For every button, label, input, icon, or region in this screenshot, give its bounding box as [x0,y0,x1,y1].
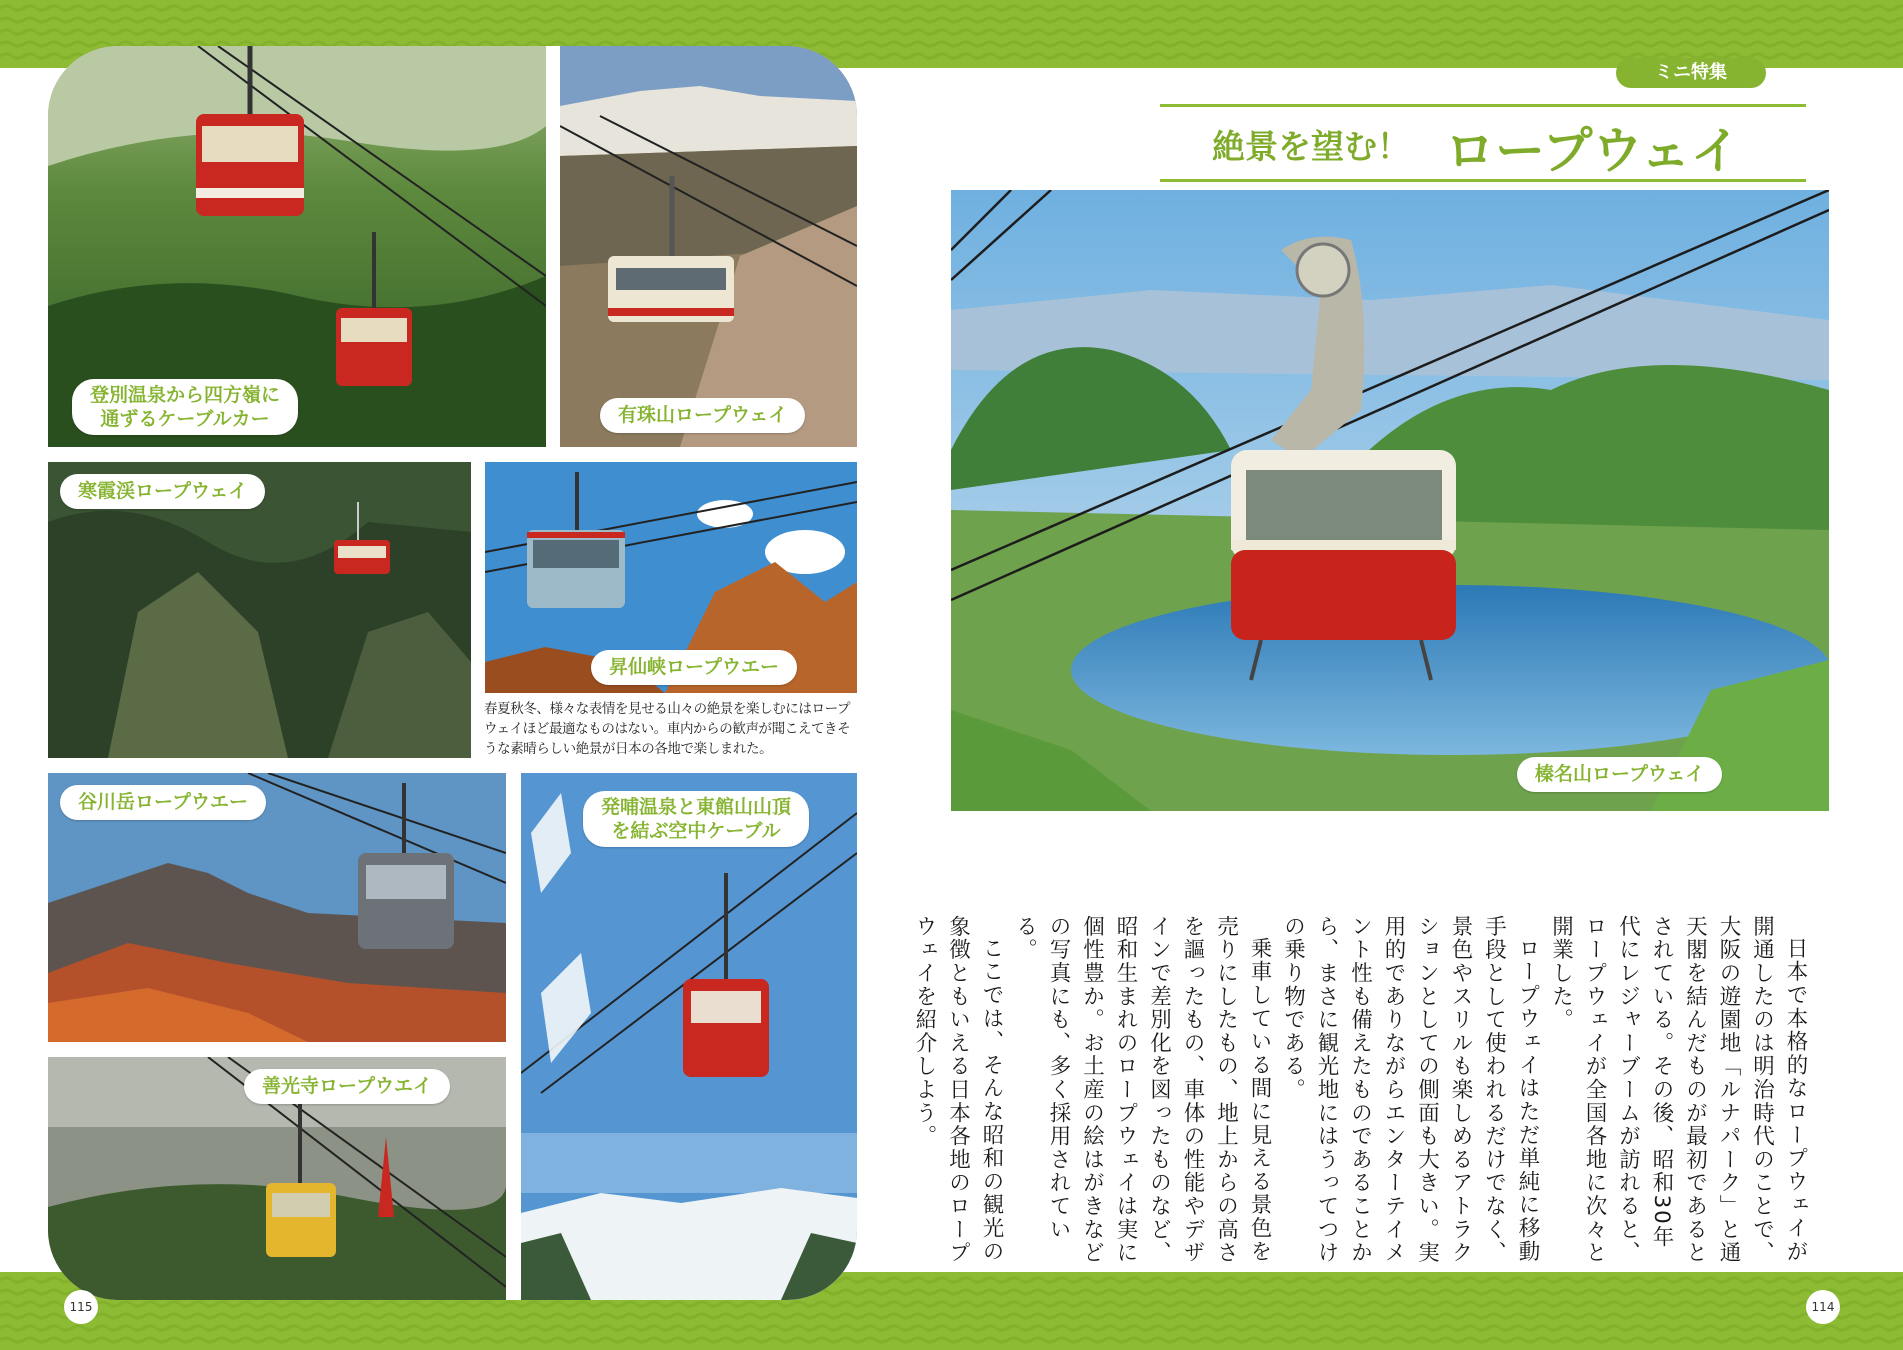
title-main: ロープウェイ [1445,122,1741,180]
photo-shosenkyo [485,462,857,693]
photo-label: 登別温泉から四方嶺に 通ずるケーブルカー [72,379,298,435]
wave-line [0,30,1903,34]
photo-label: 榛名山ロープウェイ [1517,757,1722,792]
feature-title [1160,104,1806,182]
photo-zenkoji [48,1057,506,1300]
photo-collage-caption: 春夏秋冬、様々な表情を見せる山々の絶景を楽しむにはロープウェイほど最適なものはない。車内からの歓声が聞こえてきそうな素晴らしい絶景が日本の各地で楽しまれた。 [484,701,851,757]
body-paragraph-2: ロープウェイはただ単純に移動手段として使われるだけでなく、景色やスリルも楽しめるアトラクションとしての側面も大きい。実用的でありながらエンターテイメント性も備えたものであることから、まさに観光地にはうってつけの乗り物である。 [1280,915,1540,1265]
body-paragraph-3: 乗車している間に見える景色を売りにしたもの、地上からの高さを謳ったもの、車体の性能やデザインで差別化を図ったものなど、昭和生まれのロープウェイは実に個性豊か。お土産の絵はがきなどの写真にも、多く採用されている。 [1012,915,1272,1265]
photo-label: 昇仙峡ロープウエー [591,650,797,685]
photo-noboribetsu [48,46,546,447]
photo-haruna [951,190,1829,811]
wave-line [0,1326,1903,1330]
photo-kankakei [48,462,471,758]
wave-line [0,18,1903,22]
photo-label: 有珠山ロープウェイ [600,398,805,433]
photo-hatsukari [521,773,857,1300]
photo-label: 善光寺ロープウエイ [244,1069,450,1104]
body-paragraph-1: 日本で本格的なロープウェイが開通したのは明治時代のことで、大阪の遊園地「ルナパーク」と通天閣を結んだものが最初であるとされている。その後、昭和30年代にレジャーブームが訪れると、ロープウェイが全国各地に次々と開業した。 [1548,915,1808,1265]
wave-line [0,1302,1903,1306]
page-number-left: 115 [64,1290,98,1324]
article-body [912,915,1812,1270]
left-page-photo-collage [48,46,857,1300]
photo-label: 寒霞渓ロープウェイ [60,474,265,509]
body-paragraph-4: ここでは、そんな昭和の観光の象徴ともいえる日本各地のロープウェイを紹介しよう。 [912,915,1004,1265]
wave-line [0,6,1903,10]
title-prefix: 絶景を望む！ [1212,127,1410,166]
feature-badge: ミニ特集 [1616,58,1766,88]
wave-line [0,1314,1903,1318]
wave-line [0,1338,1903,1342]
photo-label: 谷川岳ロープウエー [60,785,266,820]
photo-usuzan [560,46,857,447]
photo-label: 発哺温泉と東館山山頂 を結ぶ空中ケーブル [583,791,809,847]
photo-tanigawa [48,773,506,1042]
page-number-right: 114 [1806,1290,1840,1324]
